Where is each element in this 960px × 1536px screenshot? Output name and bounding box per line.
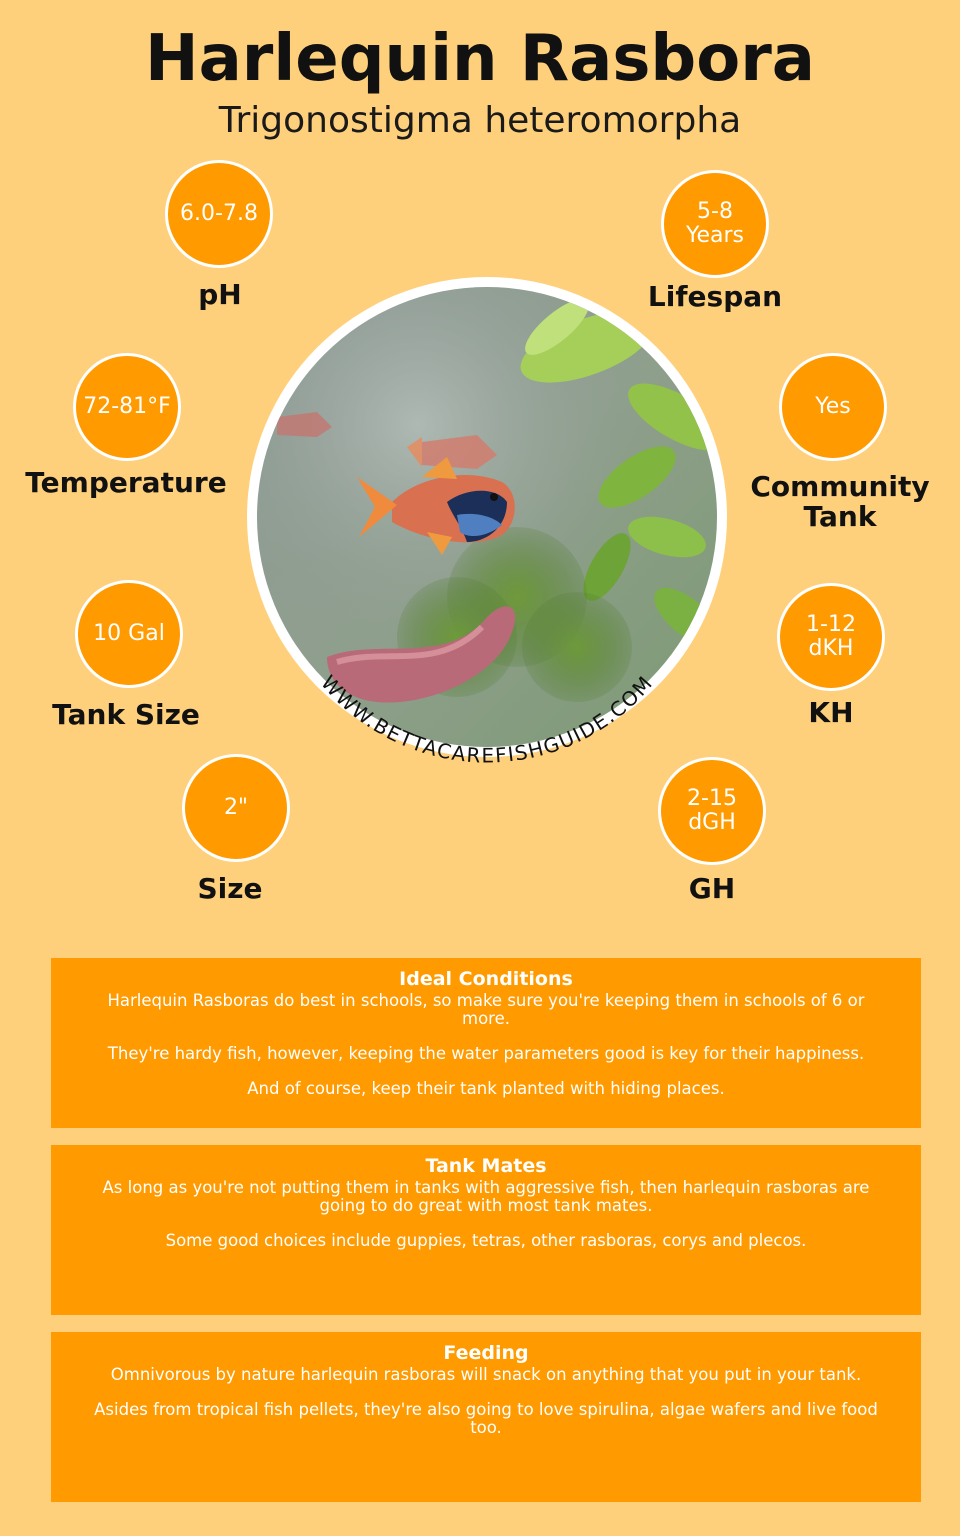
kh-badge [777,583,885,691]
tank-mates-heading: Tank Mates [425,1155,547,1177]
ideal-conditions-text: They're hardy fish, however, keeping the water parameters good is key for their happiness. [107,1044,865,1063]
temperature-badge [73,353,181,461]
gh-label: GH [688,872,736,905]
tank-mates-box [51,1145,921,1315]
kh-label: KH [808,696,854,729]
community-value: Yes [815,394,851,419]
lifespan-label: Lifespan [647,280,783,313]
tank-size-value: 10 Gal [93,621,165,646]
community-badge [779,353,887,461]
ideal-conditions-text: Harlequin Rasboras do best in schools, so make sure you're keeping them in schools of 6 or more. [107,991,865,1028]
tank-size-badge [75,580,183,688]
gh-value: 2-15 dGH [687,786,737,835]
ph-badge [165,160,273,268]
ideal-conditions-box [51,958,921,1128]
tank-mates-text: Some good choices include guppies, tetras, other rasboras, corys and plecos. [165,1231,807,1250]
lifespan-badge [661,170,769,278]
temperature-label: Temperature [25,466,227,499]
tank-mates-text: As long as you're not putting them in tanks with aggressive fish, then harlequin rasboras are going to do great with most tank mates. [102,1178,870,1215]
ideal-conditions-text: And of course, keep their tank planted with hiding places. [247,1079,725,1098]
kh-value: 1-12 dKH [806,612,856,661]
community-label: Community Tank [750,470,930,533]
feeding-text: Asides from tropical fish pellets, they're also going to love spirulina, algae wafers and live food too. [94,1400,878,1437]
tank-size-label: Tank Size [52,698,200,731]
ph-label: pH [198,278,242,311]
ph-value: 6.0-7.8 [180,201,258,226]
size-label: Size [197,872,263,905]
feeding-text: Omnivorous by nature harlequin rasboras will snack on anything that you put in your tank. [110,1365,862,1384]
feeding-heading: Feeding [443,1342,529,1364]
temperature-value: 72-81°F [83,394,171,419]
feeding-box [51,1332,921,1502]
size-value: 2" [223,795,249,820]
svg-text:WWW.BETTACAREFISHGUIDE.COM [316,671,657,768]
scientific-name: Trigonostigma heteromorpha [218,100,742,141]
page-title: Harlequin Rasbora [145,22,815,96]
website-arc [247,277,727,797]
ideal-conditions-heading: Ideal Conditions [399,968,573,990]
lifespan-value: 5-8 Years [685,199,745,248]
website-url[interactable]: WWW.BETTACAREFISHGUIDE.COM [316,670,658,768]
